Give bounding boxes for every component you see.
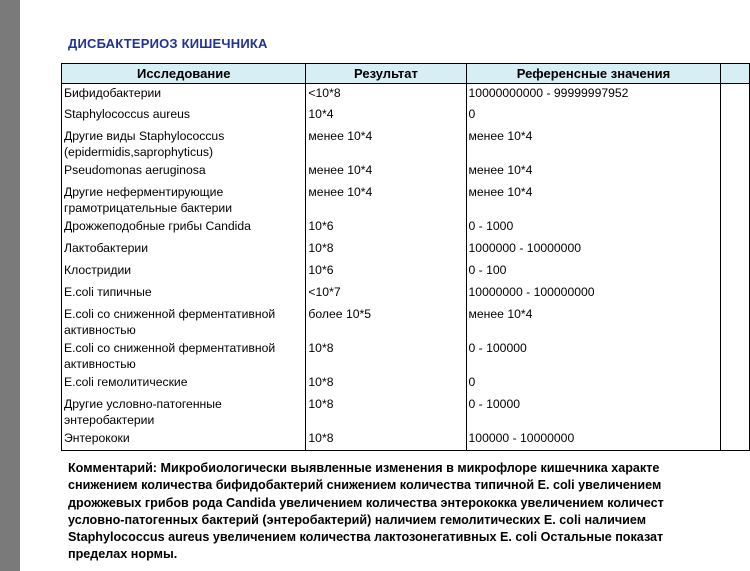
results-table	[61, 63, 750, 451]
row-result: менее 10*4	[306, 183, 466, 217]
row-reference: 0 - 100	[466, 261, 721, 283]
comment-line: снижением количества бифидобактерий снижением количества типичной E. coli увеличением	[68, 478, 662, 493]
table-row	[62, 105, 750, 127]
table-row	[62, 395, 750, 429]
row-reference: 0 - 1000	[466, 217, 721, 239]
table-row	[62, 429, 750, 451]
row-name: Другие неферментирующие грамотрицательные бактерии	[62, 183, 306, 217]
row-result: 10*8	[306, 339, 466, 373]
header-extra	[721, 64, 750, 84]
row-name: Pseudomonas aeruginosa	[62, 161, 306, 183]
comment-block	[68, 460, 750, 564]
window-left-edge	[0, 0, 20, 571]
row-reference: 100000 - 10000000	[466, 429, 721, 451]
table-row	[62, 217, 750, 239]
row-reference: менее 10*4	[466, 127, 721, 161]
table-row	[62, 373, 750, 395]
comment-line: условно-патогенных бактерий (энтеробактерий) наличием гемолитических E. coli наличием	[68, 512, 647, 527]
header-reference: Референсные значения	[466, 64, 721, 84]
table-row	[62, 84, 750, 105]
table-row	[62, 239, 750, 261]
row-reference: 0 - 100000	[466, 339, 721, 373]
row-name: Другие условно-патогенные энтеробактерии	[62, 395, 306, 429]
table-row	[62, 305, 750, 339]
comment-line: дрожжевых грибов рода Candida увеличением количества энтерококка увеличением количест	[68, 495, 664, 510]
row-result: менее 10*4	[306, 127, 466, 161]
page-title: ДИСБАКТЕРИОЗ КИШЕЧНИКА	[68, 36, 268, 51]
table-row	[62, 339, 750, 373]
row-reference: 1000000 - 10000000	[466, 239, 721, 261]
row-result: 10*8	[306, 395, 466, 429]
row-name: Энтерококи	[62, 429, 306, 451]
row-name: E.coli типичные	[62, 283, 306, 305]
row-reference: менее 10*4	[466, 161, 721, 183]
comment-line: пределах нормы.	[68, 547, 178, 562]
row-reference: 0	[466, 373, 721, 395]
row-result: 10*6	[306, 217, 466, 239]
row-name: Другие виды Staphylococcus (epidermidis,saprophyticus)	[62, 127, 306, 161]
header-study: Исследование	[62, 64, 306, 84]
row-reference: менее 10*4	[466, 183, 721, 217]
row-result: <10*7	[306, 283, 466, 305]
row-reference: 0	[466, 105, 721, 127]
comment-line: Комментарий: Микробиологически выявленные изменения в микрофлоре кишечника характе	[68, 461, 660, 475]
row-name: E.coli со сниженной ферментативной активностью	[62, 305, 306, 339]
row-name: E.coli со сниженной ферментативной активностью	[62, 339, 306, 373]
comment-line: Staphylococcus aureus увеличением количества лактозонегативных E. coli Остальные показат	[68, 530, 664, 545]
table-row	[62, 161, 750, 183]
row-name: Staphylococcus aureus	[62, 105, 306, 127]
header-result: Результат	[306, 64, 466, 84]
row-result: <10*8	[306, 84, 466, 105]
table-row	[62, 127, 750, 161]
row-name: Дрожжеподобные грибы Candida	[62, 217, 306, 239]
row-result: менее 10*4	[306, 161, 466, 183]
row-reference: 0 - 10000	[466, 395, 721, 429]
row-name: E.coli гемолитические	[62, 373, 306, 395]
row-reference: 10000000000 - 99999997952	[466, 84, 721, 105]
row-result: более 10*5	[306, 305, 466, 339]
row-result: 10*4	[306, 105, 466, 127]
table-row	[62, 183, 750, 217]
table-row	[62, 261, 750, 283]
table-header-row	[62, 64, 750, 84]
row-result: 10*8	[306, 239, 466, 261]
row-result: 10*8	[306, 373, 466, 395]
row-name: Лактобактерии	[62, 239, 306, 261]
row-reference: менее 10*4	[466, 305, 721, 339]
table-row	[62, 283, 750, 305]
row-result: 10*8	[306, 429, 466, 451]
row-name: Клостридии	[62, 261, 306, 283]
row-result: 10*6	[306, 261, 466, 283]
row-reference: 10000000 - 100000000	[466, 283, 721, 305]
row-name: Бифидобактерии	[62, 84, 306, 105]
